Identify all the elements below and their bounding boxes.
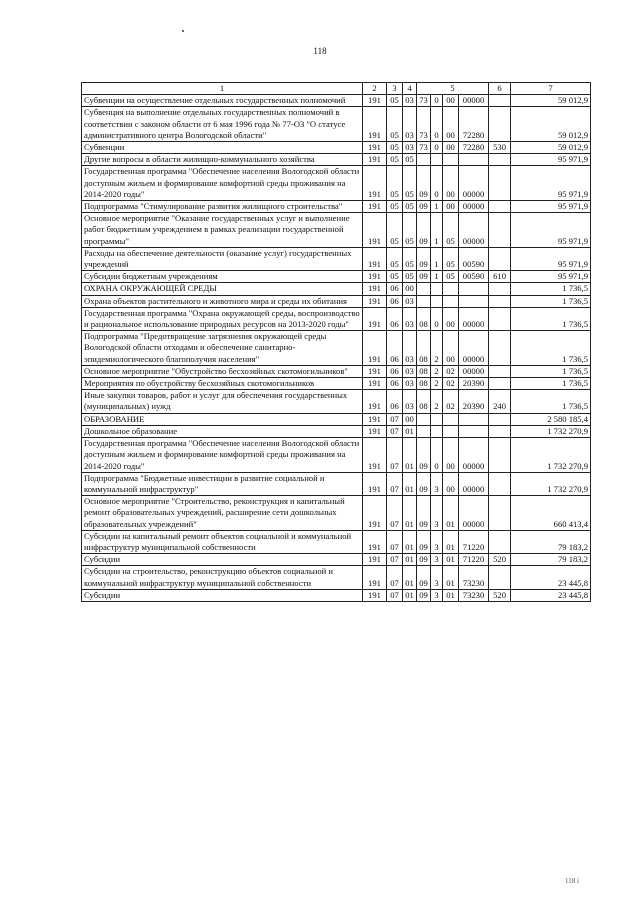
row-amount: 23 445,8 — [511, 566, 591, 589]
table-row — [82, 589, 591, 601]
row-subsection-code: 01 — [403, 566, 417, 589]
row-expense-type: 520 — [489, 554, 511, 566]
row-expense-type — [489, 95, 511, 107]
row-name: ОБРАЗОВАНИЕ — [82, 413, 363, 425]
row-amount: 1 736,5 — [511, 283, 591, 295]
row-name: Дошкольное образование — [82, 425, 363, 437]
row-name: Государственная программа "Обеспечение населения Вологодской области доступным жильем и формирование комфортной среды проживания на 2014-2020 годы" — [82, 166, 363, 201]
row-program-code: 09 — [417, 472, 431, 495]
row-subprogram-code: 1 — [431, 201, 443, 213]
table-row — [82, 554, 591, 566]
row-activity-code: 02 — [443, 378, 459, 390]
row-subprogram-code: 1 — [431, 213, 443, 248]
row-expense-type — [489, 107, 511, 142]
row-subprogram-code — [431, 283, 443, 295]
row-expense-type: 240 — [489, 390, 511, 413]
row-ministry-code: 191 — [363, 201, 387, 213]
row-subprogram-code: 0 — [431, 95, 443, 107]
row-name: Основное мероприятие "Оказание государственных услуг и выполнение работ бюджетным учреждением в рамках реализации государственной программы" — [82, 213, 363, 248]
row-program-code: 08 — [417, 390, 431, 413]
row-direction-code: 73230 — [459, 566, 489, 589]
row-section-code: 05 — [387, 247, 403, 270]
row-section-code: 06 — [387, 283, 403, 295]
row-amount: 1 736,5 — [511, 331, 591, 366]
row-direction-code: 00000 — [459, 166, 489, 201]
row-activity-code — [443, 295, 459, 307]
row-expense-type — [489, 166, 511, 201]
row-direction-code: 00000 — [459, 331, 489, 366]
row-direction-code: 73230 — [459, 589, 489, 601]
row-activity-code: 05 — [443, 213, 459, 248]
header-col-1: 1 — [82, 83, 363, 95]
row-expense-type — [489, 438, 511, 473]
row-section-code: 06 — [387, 295, 403, 307]
row-section-code: 06 — [387, 390, 403, 413]
row-subsection-code: 05 — [403, 201, 417, 213]
row-direction-code: 71220 — [459, 554, 489, 566]
table-row — [82, 295, 591, 307]
table-row — [82, 530, 591, 553]
row-section-code: 05 — [387, 142, 403, 154]
row-subprogram-code: 2 — [431, 331, 443, 366]
row-expense-type — [489, 530, 511, 553]
header-col-4: 4 — [403, 83, 417, 95]
row-amount: 23 445,8 — [511, 589, 591, 601]
row-section-code: 06 — [387, 307, 403, 330]
row-expense-type — [489, 154, 511, 166]
row-ministry-code: 191 — [363, 472, 387, 495]
row-activity-code: 00 — [443, 201, 459, 213]
table-row — [82, 166, 591, 201]
row-subsection-code: 00 — [403, 283, 417, 295]
table-row — [82, 213, 591, 248]
row-name: Субсидии — [82, 589, 363, 601]
row-subprogram-code: 0 — [431, 107, 443, 142]
row-amount: 1 736,5 — [511, 390, 591, 413]
row-expense-type — [489, 365, 511, 377]
row-section-code: 07 — [387, 589, 403, 601]
row-activity-code — [443, 425, 459, 437]
row-expense-type — [489, 283, 511, 295]
header-col-3: 3 — [387, 83, 403, 95]
table-row — [82, 107, 591, 142]
table-row — [82, 438, 591, 473]
row-subprogram-code: 0 — [431, 307, 443, 330]
row-expense-type — [489, 413, 511, 425]
row-direction-code: 00000 — [459, 213, 489, 248]
row-amount: 95 971,9 — [511, 154, 591, 166]
row-subsection-code: 05 — [403, 271, 417, 283]
row-activity-code: 01 — [443, 530, 459, 553]
row-subsection-code: 03 — [403, 95, 417, 107]
row-program-code — [417, 154, 431, 166]
row-ministry-code: 191 — [363, 425, 387, 437]
row-subprogram-code — [431, 295, 443, 307]
row-subsection-code: 03 — [403, 107, 417, 142]
header-row — [82, 83, 591, 95]
row-subsection-code: 03 — [403, 307, 417, 330]
row-ministry-code: 191 — [363, 530, 387, 553]
row-program-code — [417, 413, 431, 425]
row-ministry-code: 191 — [363, 95, 387, 107]
row-subsection-code: 01 — [403, 496, 417, 531]
row-subsection-code: 03 — [403, 365, 417, 377]
row-subsection-code: 03 — [403, 142, 417, 154]
row-expense-type: 520 — [489, 589, 511, 601]
row-name: Субсидии — [82, 554, 363, 566]
row-direction-code: 00000 — [459, 496, 489, 531]
row-activity-code — [443, 154, 459, 166]
row-activity-code: 00 — [443, 95, 459, 107]
row-ministry-code: 191 — [363, 378, 387, 390]
row-name: Государственная программа "Охрана окружающей среды, воспроизводство и рациональное использование природных ресурсов на 2013-2020 годы" — [82, 307, 363, 330]
row-section-code: 06 — [387, 365, 403, 377]
corner-mark: 118 i — [565, 877, 579, 885]
row-subsection-code: 05 — [403, 154, 417, 166]
row-activity-code: 01 — [443, 496, 459, 531]
row-program-code — [417, 295, 431, 307]
row-amount: 1 732 270,9 — [511, 472, 591, 495]
row-amount: 95 971,9 — [511, 213, 591, 248]
row-subprogram-code: 0 — [431, 142, 443, 154]
row-amount: 1 736,5 — [511, 295, 591, 307]
row-program-code: 09 — [417, 201, 431, 213]
row-program-code: 09 — [417, 247, 431, 270]
row-direction-code: 00000 — [459, 365, 489, 377]
row-expense-type — [489, 201, 511, 213]
row-ministry-code: 191 — [363, 107, 387, 142]
row-section-code: 07 — [387, 530, 403, 553]
row-name: Субсидии на строительство, реконструкцию объектов социальной и коммунальной инфраструктур муниципальной собственности — [82, 566, 363, 589]
row-section-code: 05 — [387, 95, 403, 107]
row-name: Подпрограмма "Бюджетные инвестиции в развитие социальной и коммунальной инфраструктур" — [82, 472, 363, 495]
table-row — [82, 425, 591, 437]
row-subsection-code: 05 — [403, 213, 417, 248]
row-activity-code: 05 — [443, 247, 459, 270]
row-ministry-code: 191 — [363, 589, 387, 601]
table-row — [82, 566, 591, 589]
row-expense-type — [489, 378, 511, 390]
row-expense-type — [489, 566, 511, 589]
row-amount: 1 732 270,9 — [511, 438, 591, 473]
row-subprogram-code — [431, 154, 443, 166]
budget-table — [81, 82, 591, 602]
row-ministry-code: 191 — [363, 247, 387, 270]
table-row — [82, 142, 591, 154]
row-activity-code: 00 — [443, 166, 459, 201]
row-section-code: 05 — [387, 213, 403, 248]
row-activity-code: 05 — [443, 271, 459, 283]
row-direction-code — [459, 295, 489, 307]
row-program-code: 09 — [417, 438, 431, 473]
row-ministry-code: 191 — [363, 496, 387, 531]
row-amount: 59 012,9 — [511, 95, 591, 107]
row-section-code: 07 — [387, 472, 403, 495]
row-direction-code: 00590 — [459, 271, 489, 283]
row-section-code: 06 — [387, 378, 403, 390]
row-name: Иные закупки товаров, работ и услуг для обеспечения государственных (муниципальных) нужд — [82, 390, 363, 413]
row-activity-code: 00 — [443, 307, 459, 330]
row-name: Мероприятия по обустройству бесхозяйных скотомогильников — [82, 378, 363, 390]
row-subprogram-code: 3 — [431, 566, 443, 589]
row-section-code: 05 — [387, 166, 403, 201]
row-name: Подпрограмма "Стимулирование развития жилищного строительства" — [82, 201, 363, 213]
table-body — [82, 95, 591, 602]
row-subsection-code: 05 — [403, 166, 417, 201]
row-subsection-code: 03 — [403, 390, 417, 413]
row-program-code — [417, 425, 431, 437]
row-section-code: 06 — [387, 331, 403, 366]
row-subprogram-code: 3 — [431, 530, 443, 553]
table-row — [82, 283, 591, 295]
row-activity-code: 00 — [443, 331, 459, 366]
row-program-code: 09 — [417, 213, 431, 248]
row-section-code: 07 — [387, 438, 403, 473]
row-section-code: 07 — [387, 413, 403, 425]
row-subsection-code: 01 — [403, 530, 417, 553]
row-direction-code: 00590 — [459, 247, 489, 270]
row-program-code: 73 — [417, 107, 431, 142]
row-subprogram-code: 1 — [431, 247, 443, 270]
row-amount: 2 580 185,4 — [511, 413, 591, 425]
row-name: Другие вопросы в области жилищно-коммунального хозяйства — [82, 154, 363, 166]
row-direction-code: 00000 — [459, 438, 489, 473]
table-row — [82, 307, 591, 330]
row-direction-code: 00000 — [459, 472, 489, 495]
row-amount: 1 736,5 — [511, 365, 591, 377]
row-activity-code: 01 — [443, 554, 459, 566]
row-subsection-code: 01 — [403, 438, 417, 473]
row-activity-code: 00 — [443, 142, 459, 154]
table-row — [82, 154, 591, 166]
row-amount: 95 971,9 — [511, 247, 591, 270]
row-name: Основное мероприятие "Строительство, реконструкция и капитальный ремонт образовательных учреждений, расширение сети дошкольных образовательных учреждений" — [82, 496, 363, 531]
row-name: Расходы на обеспечение деятельности (оказание услуг) государственных учреждений — [82, 247, 363, 270]
row-name: Субсидии бюджетным учреждениям — [82, 271, 363, 283]
row-program-code: 09 — [417, 530, 431, 553]
table-row — [82, 271, 591, 283]
row-program-code: 09 — [417, 271, 431, 283]
row-activity-code: 01 — [443, 589, 459, 601]
row-ministry-code: 191 — [363, 438, 387, 473]
row-subprogram-code: 2 — [431, 365, 443, 377]
row-section-code: 05 — [387, 154, 403, 166]
row-program-code: 09 — [417, 554, 431, 566]
row-direction-code: 00000 — [459, 201, 489, 213]
row-activity-code: 00 — [443, 438, 459, 473]
row-name: Охрана объектов растительного и животного мира и среды их обитания — [82, 295, 363, 307]
row-name: Основное мероприятие "Обустройство бесхозяйных скотомогильников" — [82, 365, 363, 377]
row-name: Государственная программа "Обеспечение населения Вологодской области доступным жильем и формирование комфортной среды проживания на 2014-2020 годы" — [82, 438, 363, 473]
row-subsection-code: 01 — [403, 425, 417, 437]
row-section-code: 07 — [387, 496, 403, 531]
row-activity-code: 01 — [443, 566, 459, 589]
row-program-code — [417, 283, 431, 295]
row-direction-code: 00000 — [459, 95, 489, 107]
row-amount: 95 971,9 — [511, 201, 591, 213]
row-ministry-code: 191 — [363, 307, 387, 330]
row-amount: 1 732 270,9 — [511, 425, 591, 437]
row-subsection-code: 00 — [403, 413, 417, 425]
row-program-code: 73 — [417, 95, 431, 107]
row-program-code: 08 — [417, 365, 431, 377]
row-ministry-code: 191 — [363, 283, 387, 295]
row-direction-code: 20390 — [459, 378, 489, 390]
row-subsection-code: 03 — [403, 378, 417, 390]
row-program-code: 08 — [417, 307, 431, 330]
row-expense-type — [489, 496, 511, 531]
row-name: Субвенция на выполнение отдельных государственных полномочий в соответствии с законом области от 6 мая 1996 года № 77-ОЗ "О статусе административного центра Вологодской области" — [82, 107, 363, 142]
row-program-code: 09 — [417, 566, 431, 589]
table-row — [82, 95, 591, 107]
row-activity-code: 02 — [443, 390, 459, 413]
row-ministry-code: 191 — [363, 365, 387, 377]
row-ministry-code: 191 — [363, 413, 387, 425]
row-ministry-code: 191 — [363, 154, 387, 166]
row-section-code: 05 — [387, 107, 403, 142]
row-subprogram-code: 0 — [431, 438, 443, 473]
row-subsection-code: 01 — [403, 472, 417, 495]
row-ministry-code: 191 — [363, 390, 387, 413]
row-name: Подпрограмма "Предотвращение загрязнения окружающей среды Вологодской области отходами и обеспечение санитарно-эпидемиологического благополучия населения" — [82, 331, 363, 366]
row-section-code: 07 — [387, 554, 403, 566]
row-amount: 59 012,9 — [511, 142, 591, 154]
header-col-2: 2 — [363, 83, 387, 95]
row-amount: 95 971,9 — [511, 166, 591, 201]
row-ministry-code: 191 — [363, 295, 387, 307]
row-ministry-code: 191 — [363, 554, 387, 566]
row-subprogram-code: 3 — [431, 472, 443, 495]
row-program-code: 08 — [417, 378, 431, 390]
row-subprogram-code: 3 — [431, 496, 443, 531]
row-program-code: 09 — [417, 166, 431, 201]
row-direction-code — [459, 425, 489, 437]
row-expense-type — [489, 472, 511, 495]
row-direction-code: 72280 — [459, 107, 489, 142]
row-subprogram-code: 0 — [431, 166, 443, 201]
row-name: Субвенции на осуществление отдельных государственных полномочий — [82, 95, 363, 107]
table-row — [82, 472, 591, 495]
row-ministry-code: 191 — [363, 566, 387, 589]
row-amount: 95 971,9 — [511, 271, 591, 283]
row-expense-type — [489, 295, 511, 307]
row-subprogram-code: 2 — [431, 390, 443, 413]
row-ministry-code: 191 — [363, 331, 387, 366]
row-amount: 59 012,9 — [511, 107, 591, 142]
scan-speck — [182, 30, 184, 32]
row-subsection-code: 01 — [403, 554, 417, 566]
row-activity-code: 00 — [443, 472, 459, 495]
row-ministry-code: 191 — [363, 166, 387, 201]
row-amount: 1 736,5 — [511, 378, 591, 390]
table-row — [82, 378, 591, 390]
row-expense-type — [489, 213, 511, 248]
row-program-code: 09 — [417, 589, 431, 601]
row-section-code: 07 — [387, 425, 403, 437]
row-ministry-code: 191 — [363, 271, 387, 283]
row-subprogram-code: 3 — [431, 554, 443, 566]
row-expense-type — [489, 331, 511, 366]
table-row — [82, 247, 591, 270]
row-subprogram-code — [431, 425, 443, 437]
row-section-code: 05 — [387, 201, 403, 213]
row-section-code: 07 — [387, 566, 403, 589]
header-col-7: 7 — [511, 83, 591, 95]
header-col-5: 5 — [417, 83, 489, 95]
row-program-code: 08 — [417, 331, 431, 366]
row-program-code: 73 — [417, 142, 431, 154]
row-direction-code — [459, 283, 489, 295]
row-subsection-code: 03 — [403, 331, 417, 366]
table-row — [82, 331, 591, 366]
row-activity-code — [443, 283, 459, 295]
row-expense-type — [489, 247, 511, 270]
row-expense-type: 610 — [489, 271, 511, 283]
row-activity-code — [443, 413, 459, 425]
row-subprogram-code: 2 — [431, 378, 443, 390]
row-program-code: 09 — [417, 496, 431, 531]
page-number: 118 — [313, 46, 327, 56]
row-ministry-code: 191 — [363, 213, 387, 248]
row-subsection-code: 05 — [403, 247, 417, 270]
row-name: Субсидии на капитальный ремонт объектов социальной и коммунальной инфраструктур муниципальной собственности — [82, 530, 363, 553]
row-expense-type — [489, 425, 511, 437]
row-direction-code: 00000 — [459, 307, 489, 330]
table-row — [82, 201, 591, 213]
row-direction-code: 20390 — [459, 390, 489, 413]
table-row — [82, 413, 591, 425]
row-subsection-code: 03 — [403, 295, 417, 307]
row-direction-code: 72280 — [459, 142, 489, 154]
row-expense-type — [489, 307, 511, 330]
table-row — [82, 496, 591, 531]
row-name: ОХРАНА ОКРУЖАЮЩЕЙ СРЕДЫ — [82, 283, 363, 295]
row-amount: 79 183,2 — [511, 554, 591, 566]
row-subprogram-code: 1 — [431, 271, 443, 283]
row-direction-code: 71220 — [459, 530, 489, 553]
row-expense-type: 530 — [489, 142, 511, 154]
header-col-6: 6 — [489, 83, 511, 95]
row-amount: 79 183,2 — [511, 530, 591, 553]
row-activity-code: 00 — [443, 107, 459, 142]
row-direction-code — [459, 413, 489, 425]
row-direction-code — [459, 154, 489, 166]
row-section-code: 05 — [387, 271, 403, 283]
table-row — [82, 390, 591, 413]
row-ministry-code: 191 — [363, 142, 387, 154]
row-amount: 660 413,4 — [511, 496, 591, 531]
row-name: Субвенции — [82, 142, 363, 154]
row-amount: 1 736,5 — [511, 307, 591, 330]
table-row — [82, 365, 591, 377]
row-subsection-code: 01 — [403, 589, 417, 601]
row-subprogram-code — [431, 413, 443, 425]
row-activity-code: 02 — [443, 365, 459, 377]
row-subprogram-code: 3 — [431, 589, 443, 601]
